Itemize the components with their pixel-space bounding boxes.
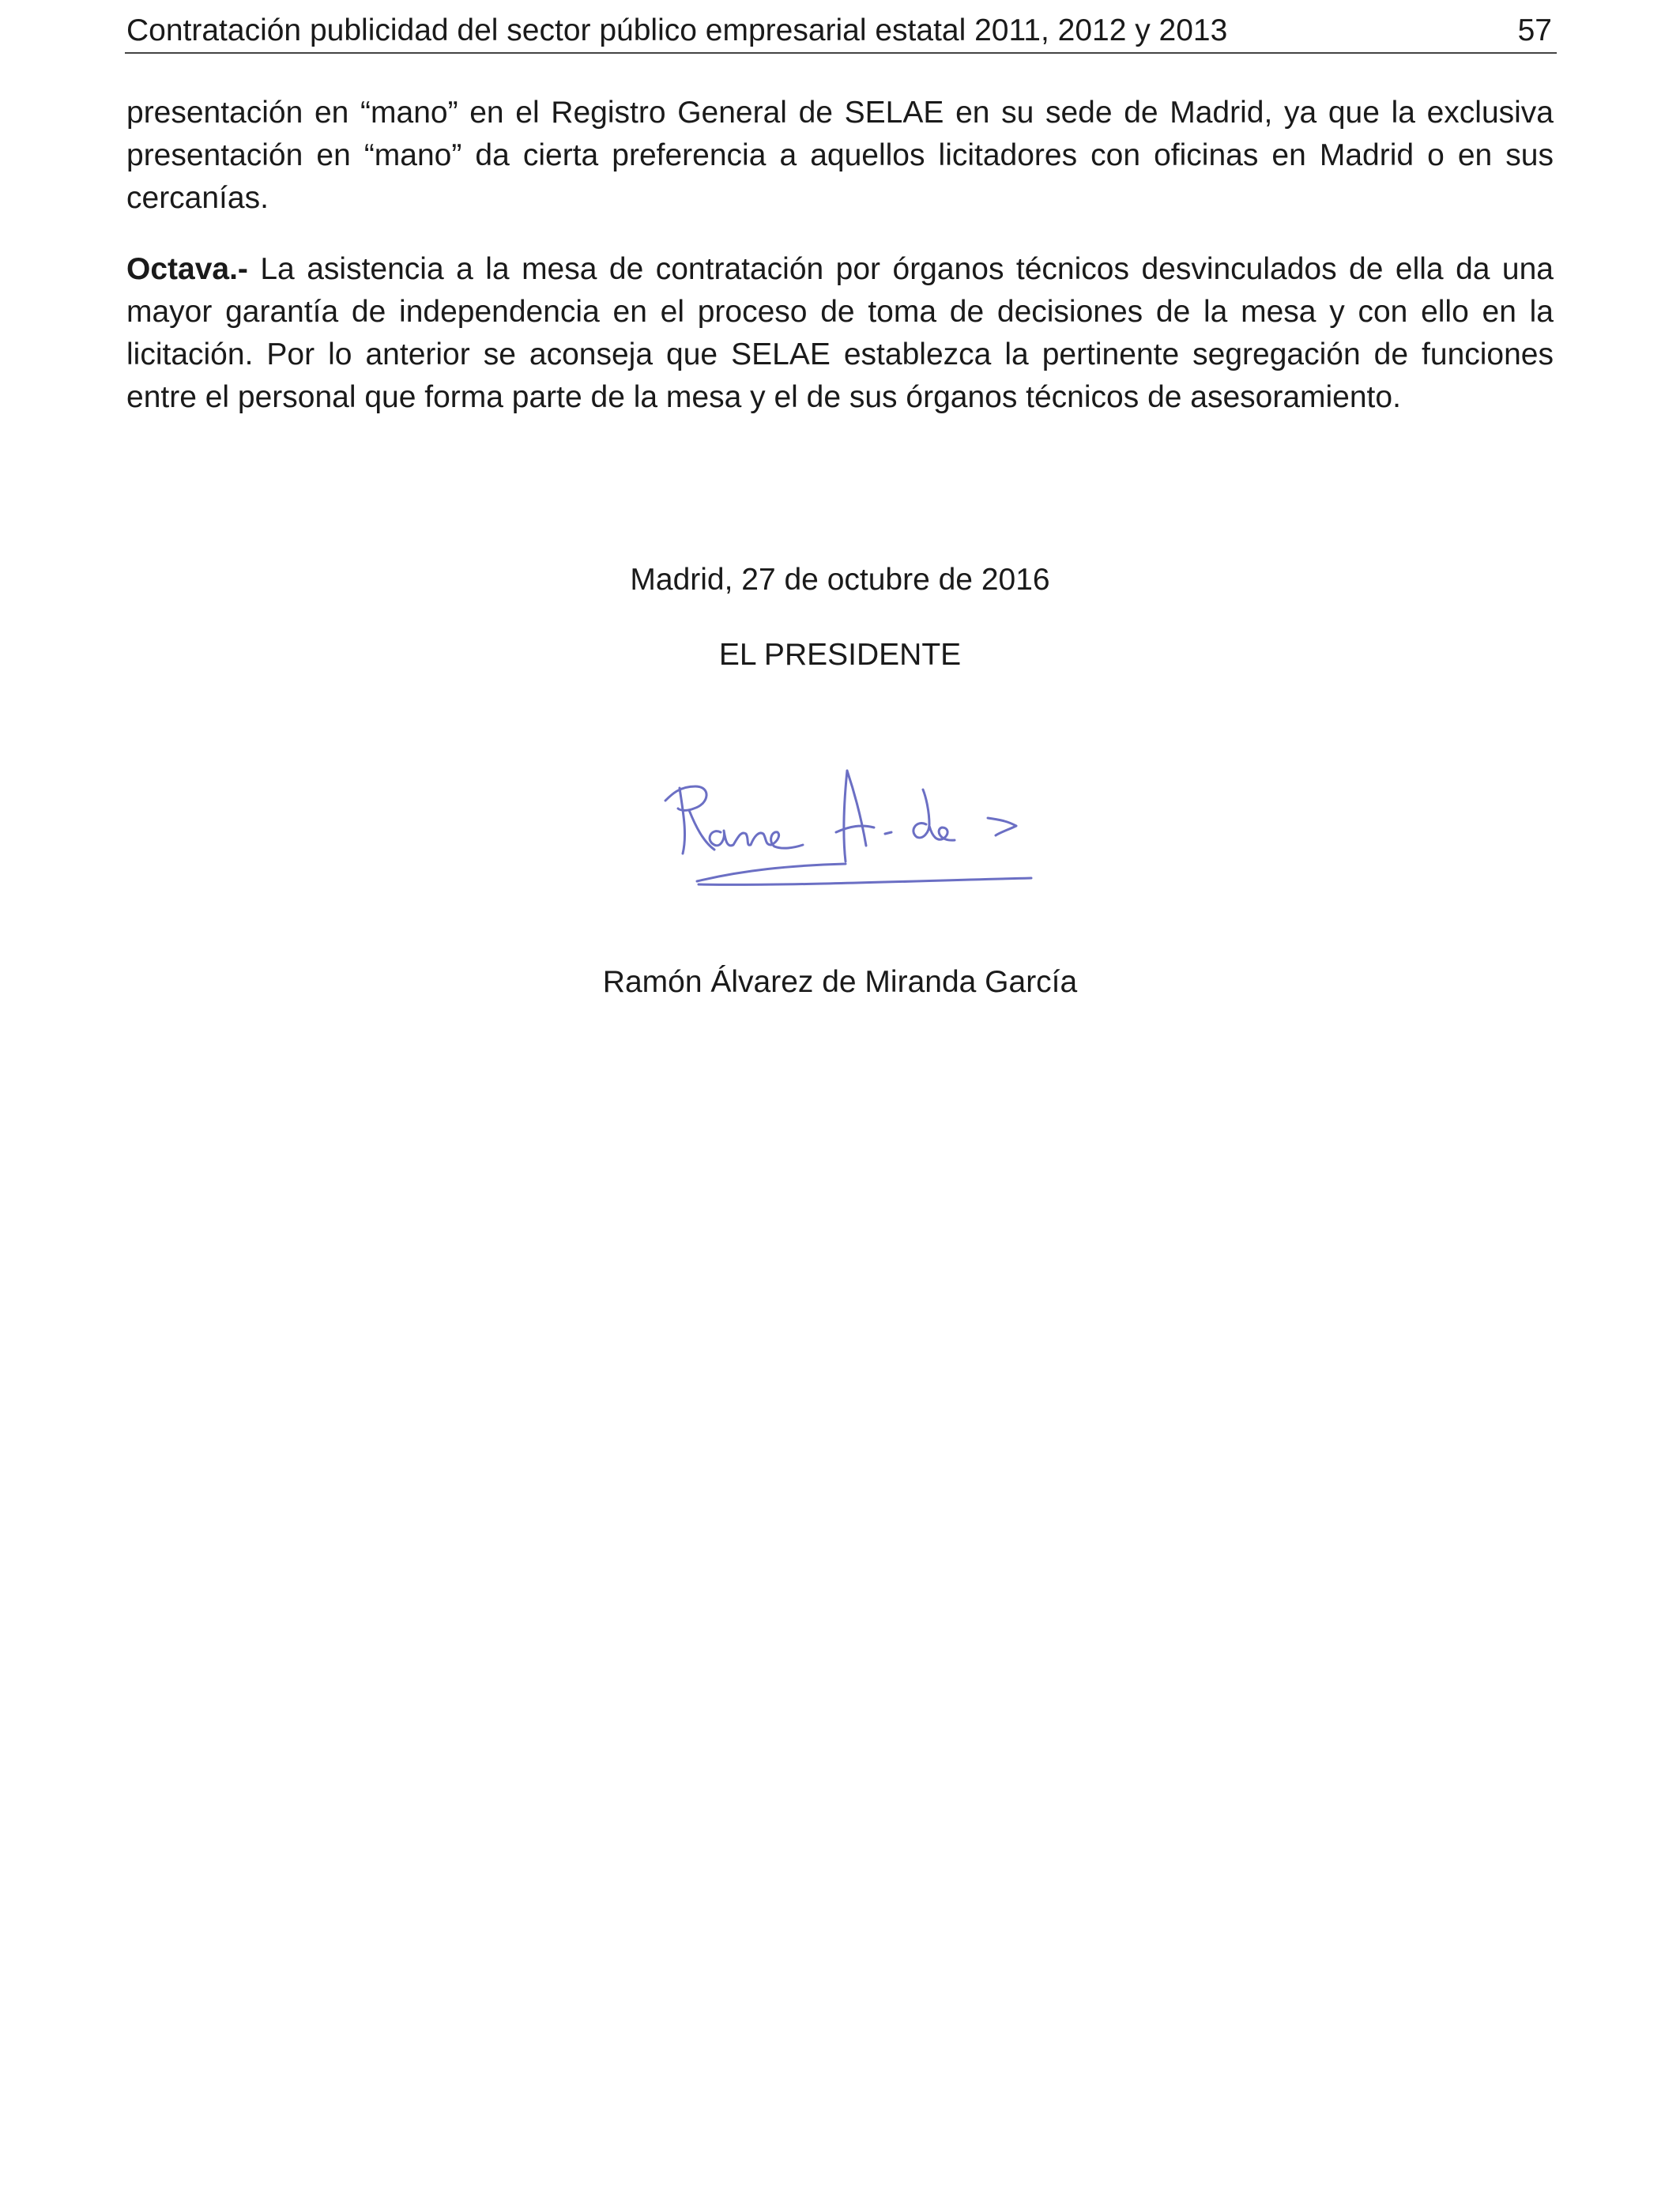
handwritten-signature: [648, 739, 1059, 909]
paragraph-octava: [126, 248, 1554, 419]
paragraph-heading: Octava.-: [126, 252, 248, 286]
signer-name: Ramón Álvarez de Miranda García: [602, 965, 1078, 999]
place-date: Madrid, 27 de octubre de 2016: [630, 563, 1050, 597]
page-number: 57: [1517, 13, 1552, 47]
page-header: [125, 9, 1557, 54]
document-title: Contratación publicidad del sector público empresarial estatal 2011, 2012 y 2013: [126, 13, 1228, 47]
signer-role: EL PRESIDENTE: [718, 638, 962, 672]
paragraph-text: La asistencia a la mesa de contratación por órganos técnicos desvinculados de ella da una mayor garantía de independencia en el proceso de toma de decisiones de la mesa y con ello en la licitación. Por lo anterior se aconseja que SELAE establezca la pertinente segregación de funciones entre el personal que forma parte de la mesa y el de sus órganos técnicos de asesoramiento.: [126, 252, 1554, 414]
paragraph-continuation: presentación en “mano” en el Registro General de SELAE en su sede de Madrid, ya que la exclusiva presentación en “mano” da cierta preferencia a aquellos licitadores con oficinas en Madrid o en sus cercanías.: [126, 96, 1554, 215]
